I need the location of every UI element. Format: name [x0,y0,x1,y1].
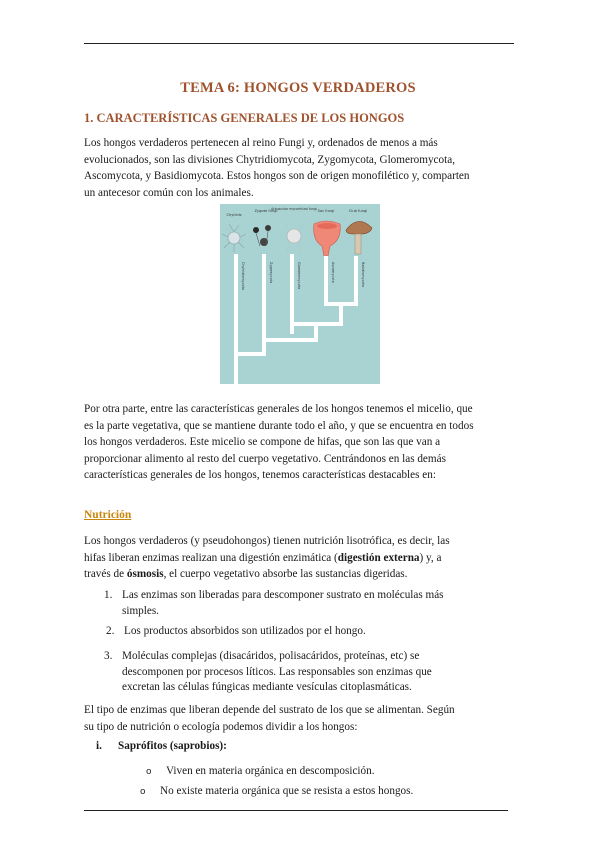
list-number: 2. [106,625,115,637]
bullet-marker: o [140,787,146,797]
list-line: excretan las células fúngicas mediante vesículas citoplasmáticas. [122,681,412,693]
list-line: Los productos absorbidos son utilizados por el hongo. [124,625,366,637]
list-number: 3. [104,650,113,662]
list-line: descomponen por procesos líticos. Las responsables son enzimas que [122,665,432,678]
paragraph-line: proporcionar alimento al resto del cuerpo vegetativo. Centrándonos en las demás [84,452,446,465]
nutricion-heading: Nutrición [84,509,132,521]
paragraph-line: su tipo de nutrición o ecología podemos dividir a los hongos: [84,720,358,733]
fungi-phylogeny-figure [220,204,380,384]
paragraph-line [84,566,516,583]
intro-line: Ascomycota, y Basidiomycota. Estos hongos son de origen monofilético y, comparten [84,170,470,182]
text-run: ) y, a [419,551,442,564]
bullet-marker: o [146,767,152,777]
figure-branch-label: Glomeromycota [297,262,301,290]
figure-top-label: Zygote fungi [254,209,278,213]
list-item [104,588,504,620]
paragraph-line: Los hongos verdaderos (y pseudohongos) tienen nutrición lisotrófica, es decir, las [84,535,450,547]
section-heading: 1. CARACTERÍSTICAS GENERALES DE LOS HONGOS [84,111,405,125]
bullet-text: Viven en materia orgánica en descomposición. [166,765,375,777]
bullet-text: No existe materia orgánica que se resista a estos hongos. [160,785,414,797]
figure-top-label: Club fungi [348,209,368,213]
list-text [122,588,482,619]
bold-term: ósmosis [126,568,164,580]
paragraph-line: El tipo de enzimas que liberan depende del sustrato de los que se alimentan. Según [84,704,455,716]
paragraph-line: Por otra parte, entre las características generales de los hongos tenemos el micelio, que [84,403,473,415]
list-line: simples. [122,604,159,617]
list-text [122,649,482,696]
bullet-item [146,765,375,777]
page-title: TEMA 6: HONGOS VERDADEROS [180,80,416,96]
figure-branch-label: Chytridiomycota [241,262,245,291]
paragraph-line: los hongos verdaderos. Este micelio se compone de hifas, que son las que van a [84,436,441,448]
bullet-item [140,785,413,797]
figure-branch-label: Basidiomycota [361,262,365,287]
paragraph-line: características generales de los hongos, tenemos características destacables en: [84,469,436,481]
roman-item-label: Saprófitos (saprobios): [118,740,227,752]
text-run: través de [84,568,127,580]
ecology-paragraph [84,702,516,735]
list-item [106,624,506,640]
paragraph-line: es la parte vegetativa, que se mantiene durante todo el año, y que se encuentra en todos [84,419,474,432]
bold-term: digestión externa [337,551,420,564]
text-run: hifas liberan enzimas realizan una digestión enzimática ( [84,551,338,564]
figure-branch-label: Ascomycota [331,262,335,283]
intro-line: evolucionados, son las divisiones Chytridiomycota, Zygomycota, Glomeromycota, [84,153,455,166]
list-line: Las enzimas son liberadas para descomponer sustrato en moléculas más [122,589,444,601]
intro-line: Los hongos verdaderos pertenecen al reino Fungi y, ordenados de menos a más [84,137,438,149]
paragraph-line [84,550,516,567]
list-item [104,649,504,697]
intro-line: un antecesor común con los animales. [84,186,254,199]
figure-top-label: Sac fungi [317,209,335,213]
list-text [124,624,484,640]
list-number: 1. [104,589,113,601]
nutricion-paragraph [84,533,516,583]
characteristics-paragraph [84,401,516,484]
figure-top-label: Chytrids [226,213,242,217]
text-run: , el cuerpo vegetativo absorbe las sustancias digeridas. [163,568,408,580]
figure-top-label: Arbuscular mycorrhizal fungi [271,207,317,211]
bottom-rule [84,810,508,811]
intro-paragraph [84,135,516,201]
list-line: Moléculas complejas (disacáridos, polisacáridos, proteínas, etc) se [122,650,420,662]
roman-numeral: i. [96,740,102,752]
figure-branch-label: Zygomycota [269,262,273,284]
top-rule [84,43,514,44]
